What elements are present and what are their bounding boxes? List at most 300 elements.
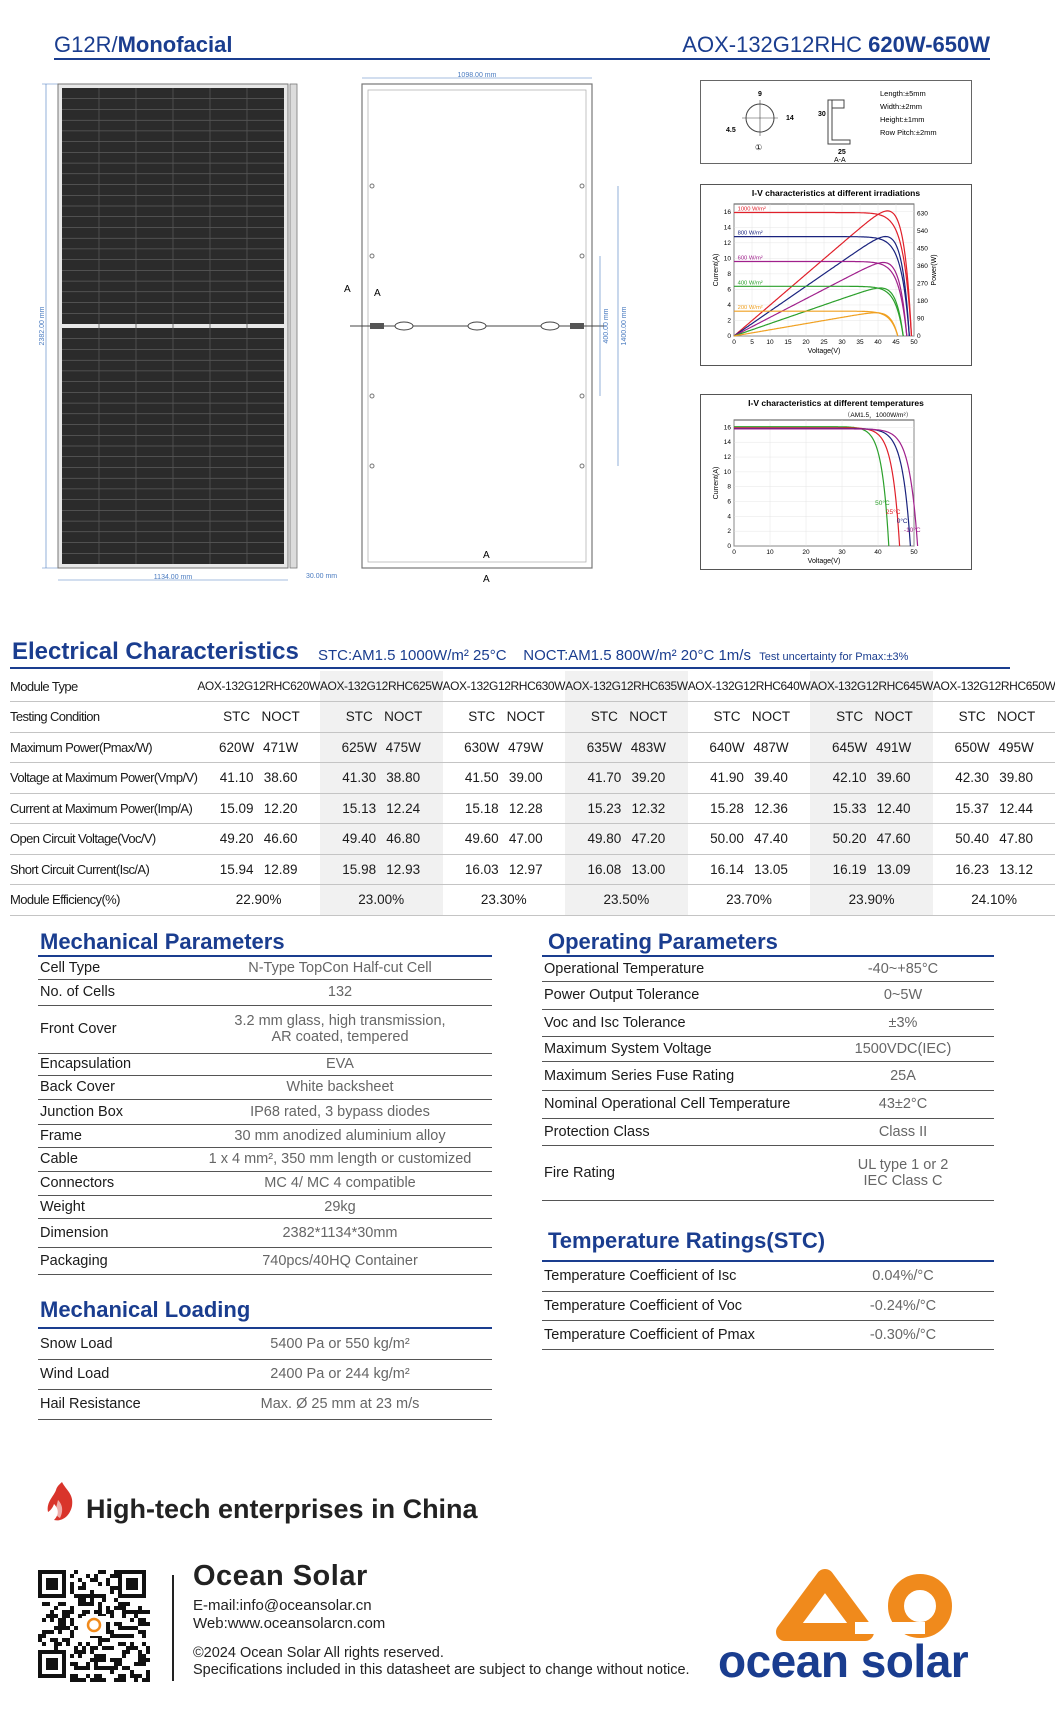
param-row bbox=[38, 957, 492, 979]
frame-detail-drawing bbox=[700, 80, 972, 164]
stc-value: 15.09 bbox=[219, 800, 254, 816]
row-label: Short Circuit Current(Isc/A) bbox=[10, 854, 197, 885]
value-cell bbox=[810, 763, 933, 794]
svg-text:30: 30 bbox=[818, 111, 826, 118]
param-value: UL type 1 or 2 IEC Class C bbox=[812, 1145, 994, 1200]
x-tick-label: 10 bbox=[766, 549, 774, 556]
efficiency-cell: 23.00% bbox=[320, 885, 443, 916]
iv-irradiance-chart-svg bbox=[700, 184, 972, 366]
param-row bbox=[542, 1320, 994, 1349]
param-row bbox=[542, 1118, 994, 1145]
value-cell bbox=[933, 793, 1055, 824]
stc-value: 630W bbox=[464, 739, 500, 755]
series-label: 600 W/m² bbox=[737, 255, 763, 262]
noct-value: 13.05 bbox=[754, 861, 788, 877]
x-tick-label: 25 bbox=[820, 339, 828, 346]
mounting-1400-dimension: 1400.00 mm bbox=[621, 306, 628, 346]
param-row bbox=[542, 1036, 994, 1061]
value-cell bbox=[565, 854, 688, 885]
y-axis-label: Current(A) bbox=[713, 466, 720, 500]
x-tick-label: 20 bbox=[802, 339, 810, 346]
noct-value: 39.60 bbox=[876, 770, 911, 786]
noct-value: 479W bbox=[508, 739, 544, 755]
param-row bbox=[38, 1147, 492, 1171]
value-cell bbox=[810, 732, 933, 763]
section-mark-left: A bbox=[344, 284, 351, 295]
electrical-table bbox=[10, 671, 1055, 916]
param-row bbox=[38, 1075, 492, 1099]
param-value: 3.2 mm glass, high transmission, AR coated, tempered bbox=[188, 1005, 492, 1053]
param-row bbox=[38, 1124, 492, 1147]
param-row bbox=[542, 1009, 994, 1036]
stc-value: 15.18 bbox=[464, 800, 499, 816]
noct-value: 39.80 bbox=[999, 770, 1034, 786]
front-view-drawing bbox=[38, 80, 298, 590]
stc-value: 15.94 bbox=[219, 861, 254, 877]
stc-value: 41.90 bbox=[710, 770, 744, 786]
y-tick-label: 12 bbox=[723, 239, 731, 247]
efficiency-cell: 23.90% bbox=[810, 885, 933, 916]
param-key: Nominal Operational Cell Temperature bbox=[542, 1090, 812, 1118]
svg-text:①: ① bbox=[755, 143, 763, 152]
stc-value: 15.13 bbox=[342, 800, 377, 816]
row-label: Maximum Power(Pmax/W) bbox=[10, 732, 197, 763]
stc-value: 16.14 bbox=[710, 861, 744, 877]
noct-value: 39.00 bbox=[508, 770, 543, 786]
param-key: Front Cover bbox=[38, 1005, 188, 1053]
x-tick-label: 30 bbox=[838, 339, 846, 346]
series-label: -10°C bbox=[903, 526, 921, 534]
stc-value: 16.08 bbox=[587, 861, 622, 877]
stc-value: 41.70 bbox=[587, 770, 622, 786]
x-tick-label: 0 bbox=[732, 339, 736, 346]
noct-value: 13.12 bbox=[999, 861, 1034, 877]
condition-cell bbox=[565, 702, 688, 733]
param-value: 1500VDC(IEC) bbox=[812, 1036, 994, 1061]
y-tick-label: 12 bbox=[723, 454, 731, 462]
power-series-line bbox=[734, 313, 898, 336]
param-value: 1 x 4 mm², 350 mm length or customized bbox=[188, 1147, 492, 1171]
param-value: 43±2°C bbox=[812, 1090, 994, 1118]
product-model: AOX-132G12RHC 620W-650W bbox=[682, 32, 990, 57]
value-cell bbox=[197, 732, 320, 763]
y-tick-label: 4 bbox=[727, 301, 731, 309]
param-key: No. of Cells bbox=[38, 979, 188, 1005]
stc-value: 49.80 bbox=[587, 831, 622, 847]
x-tick-label: 35 bbox=[856, 339, 864, 346]
iv-temperature-chart-svg bbox=[700, 394, 972, 570]
model-header: AOX-132G12RHC650W bbox=[933, 671, 1055, 702]
web-link[interactable]: Web:www.oceansolarcn.com bbox=[193, 1615, 386, 1632]
series-label: 25°C bbox=[885, 509, 901, 517]
condition-cell bbox=[810, 702, 933, 733]
row-label: Current at Maximum Power(Imp/A) bbox=[10, 793, 197, 824]
stc-value: 50.20 bbox=[832, 831, 867, 847]
chart-title: I-V characteristics at different irradiations bbox=[751, 188, 921, 198]
param-row bbox=[38, 1218, 492, 1247]
value-cell bbox=[320, 732, 443, 763]
param-value: -0.24%/°C bbox=[812, 1291, 994, 1320]
operating-table bbox=[542, 957, 994, 1201]
param-key: Protection Class bbox=[542, 1118, 812, 1145]
noct-value: 47.20 bbox=[631, 831, 666, 847]
mounting-400-dimension: 400.00 mm bbox=[603, 308, 610, 344]
section-mark-bottom: A bbox=[483, 550, 490, 561]
noct-label: NOCT bbox=[384, 709, 423, 725]
y2-tick-label: 450 bbox=[917, 245, 928, 253]
param-row bbox=[542, 981, 994, 1009]
noct-value: 495W bbox=[998, 739, 1034, 755]
y2-axis-label: Power(W) bbox=[931, 254, 938, 286]
flame-icon bbox=[44, 1480, 78, 1524]
stc-value: 41.50 bbox=[464, 770, 499, 786]
iv-series-line bbox=[734, 427, 889, 546]
svg-text:14: 14 bbox=[786, 115, 794, 122]
y-tick-label: 2 bbox=[727, 317, 731, 325]
noct-value: 12.24 bbox=[386, 800, 421, 816]
param-key: Power Output Tolerance bbox=[542, 981, 812, 1009]
stc-label: STC bbox=[590, 709, 618, 725]
value-cell bbox=[197, 824, 320, 855]
noct-value: 47.40 bbox=[754, 831, 788, 847]
copyright-block: ©2024 Ocean Solar All rights reserved. Specifications included in this datasheet are subject to change without notice. bbox=[193, 1645, 690, 1678]
param-value: ±3% bbox=[812, 1009, 994, 1036]
stc-value: 640W bbox=[709, 739, 745, 755]
stc-value: 16.19 bbox=[832, 861, 867, 877]
x-tick-label: 15 bbox=[784, 339, 792, 346]
efficiency-cell: 23.30% bbox=[443, 885, 566, 916]
noct-value: 487W bbox=[753, 739, 789, 755]
value-cell bbox=[197, 854, 320, 885]
param-key: Cell Type bbox=[38, 957, 188, 979]
test-conditions: STC:AM1.5 1000W/m² 25°C NOCT:AM1.5 800W/m² 20°C 1m/s Test uncertainty for Pmax:±3% bbox=[318, 647, 909, 664]
email-link[interactable]: E-mail:info@oceansolar.cn bbox=[193, 1597, 372, 1614]
noct-value: 47.60 bbox=[876, 831, 911, 847]
noct-value: 39.40 bbox=[754, 770, 788, 786]
noct-value: 12.20 bbox=[263, 800, 298, 816]
param-value: 0.04%/°C bbox=[812, 1262, 994, 1291]
x-tick-label: 40 bbox=[874, 549, 882, 556]
efficiency-cell: 23.70% bbox=[688, 885, 811, 916]
y2-tick-label: 540 bbox=[917, 228, 928, 236]
condition-cell bbox=[443, 702, 566, 733]
y-tick-label: 6 bbox=[727, 498, 731, 506]
noct-value: 38.80 bbox=[386, 770, 421, 786]
stc-label: STC bbox=[958, 709, 986, 725]
value-cell bbox=[197, 763, 320, 794]
y-tick-label: 16 bbox=[723, 208, 731, 216]
param-row bbox=[38, 979, 492, 1005]
stc-value: 49.20 bbox=[219, 831, 254, 847]
param-value: EVA bbox=[188, 1053, 492, 1075]
param-row bbox=[38, 1099, 492, 1124]
noct-label: NOCT bbox=[874, 709, 913, 725]
svg-text:9: 9 bbox=[758, 91, 762, 98]
stc-value: 625W bbox=[341, 739, 377, 755]
noct-value: 12.97 bbox=[508, 861, 543, 877]
param-key: Dimension bbox=[38, 1218, 188, 1247]
tolerance-item: Width:±2mm bbox=[880, 102, 923, 111]
param-key: Cable bbox=[38, 1147, 188, 1171]
noct-value: 471W bbox=[262, 739, 299, 755]
x-tick-label: 10 bbox=[766, 339, 774, 346]
stc-value: 41.30 bbox=[342, 770, 377, 786]
stc-value: 15.23 bbox=[587, 800, 622, 816]
stc-value: 650W bbox=[954, 739, 990, 755]
operating-title: Operating Parameters bbox=[548, 929, 778, 954]
noct-label: NOCT bbox=[629, 709, 668, 725]
model-header: AOX-132G12RHC630W bbox=[443, 671, 566, 702]
param-value: -0.30%/°C bbox=[812, 1320, 994, 1349]
y2-tick-label: 90 bbox=[917, 315, 925, 323]
model-header: AOX-132G12RHC645W bbox=[810, 671, 933, 702]
value-cell bbox=[933, 763, 1055, 794]
param-key: Connectors bbox=[38, 1171, 188, 1195]
x-tick-label: 50 bbox=[910, 549, 918, 556]
param-key: Fire Rating bbox=[542, 1145, 812, 1200]
x-tick-label: 0 bbox=[732, 549, 736, 556]
value-cell bbox=[810, 854, 933, 885]
y-axis-label: Current(A) bbox=[713, 253, 720, 287]
param-key: Frame bbox=[38, 1124, 188, 1147]
param-value: 5400 Pa or 550 kg/m² bbox=[188, 1329, 492, 1359]
iv-series-line bbox=[734, 262, 907, 337]
stc-value: 41.10 bbox=[219, 770, 254, 786]
value-cell bbox=[565, 763, 688, 794]
noct-value: 47.00 bbox=[508, 831, 543, 847]
iv-series-line bbox=[734, 429, 918, 546]
value-cell bbox=[688, 854, 811, 885]
value-cell bbox=[443, 732, 566, 763]
param-row bbox=[38, 1359, 492, 1389]
param-key: Temperature Coefficient of Isc bbox=[542, 1262, 812, 1291]
y-tick-label: 4 bbox=[727, 513, 731, 521]
temperature-title: Temperature Ratings(STC) bbox=[548, 1228, 826, 1253]
param-row bbox=[38, 1005, 492, 1053]
y-tick-label: 0 bbox=[727, 543, 731, 550]
series-label: 400 W/m² bbox=[737, 280, 763, 287]
y2-tick-label: 180 bbox=[917, 298, 928, 306]
param-value: 740pcs/40HQ Container bbox=[188, 1247, 492, 1274]
frame-side-view bbox=[290, 84, 297, 568]
series-label: 200 W/m² bbox=[737, 305, 763, 312]
param-row bbox=[38, 1195, 492, 1218]
param-key: Operational Temperature bbox=[542, 957, 812, 981]
value-cell bbox=[443, 793, 566, 824]
value-cell bbox=[565, 732, 688, 763]
model-header: AOX-132G12RHC640W bbox=[688, 671, 811, 702]
stc-value: 50.00 bbox=[710, 831, 744, 847]
x-tick-label: 5 bbox=[750, 339, 754, 346]
noct-value: 13.09 bbox=[876, 861, 911, 877]
y-tick-label: 8 bbox=[727, 270, 731, 278]
param-key: Weight bbox=[38, 1195, 188, 1218]
param-row bbox=[38, 1389, 492, 1419]
param-key: Snow Load bbox=[38, 1329, 188, 1359]
stc-value: 49.40 bbox=[342, 831, 377, 847]
param-row bbox=[542, 1262, 994, 1291]
param-value: 2400 Pa or 244 kg/m² bbox=[188, 1359, 492, 1389]
x-tick-label: 40 bbox=[874, 339, 882, 346]
back-view-drawing bbox=[340, 70, 630, 595]
stc-value: 635W bbox=[586, 739, 623, 755]
stc-value: 15.37 bbox=[955, 800, 990, 816]
tolerance-item: Row Pitch:±2mm bbox=[880, 128, 937, 137]
stc-value: 15.33 bbox=[832, 800, 867, 816]
qr-code[interactable] bbox=[38, 1570, 150, 1682]
value-cell bbox=[810, 824, 933, 855]
value-cell bbox=[688, 732, 811, 763]
stc-value: 620W bbox=[218, 739, 255, 755]
value-cell bbox=[443, 763, 566, 794]
series-label: 50°C bbox=[875, 500, 890, 508]
noct-value: 38.60 bbox=[263, 770, 298, 786]
x-tick-label: 30 bbox=[838, 549, 846, 556]
noct-value: 12.93 bbox=[386, 861, 421, 877]
temperature-table bbox=[542, 1262, 994, 1350]
back-width-dimension: 1098.00 mm bbox=[457, 72, 497, 79]
param-value: 0~5W bbox=[812, 981, 994, 1009]
y-tick-label: 8 bbox=[727, 483, 731, 491]
stc-label: STC bbox=[468, 709, 496, 725]
param-value: 25A bbox=[812, 1061, 994, 1090]
series-label: 1000 W/m² bbox=[737, 206, 766, 213]
chart-title: I-V characteristics at different temperatures bbox=[748, 398, 924, 408]
product-series: G12R/Monofacial bbox=[54, 32, 233, 57]
company-name: Ocean Solar bbox=[193, 1560, 368, 1592]
param-key: Voc and Isc Tolerance bbox=[542, 1009, 812, 1036]
y-tick-label: 14 bbox=[723, 439, 731, 447]
svg-text:4.5: 4.5 bbox=[726, 127, 736, 134]
svg-text:25: 25 bbox=[838, 149, 846, 156]
row-label: Open Circuit Voltage(Voc/V) bbox=[10, 824, 197, 855]
noct-label: NOCT bbox=[261, 709, 300, 725]
param-key: Back Cover bbox=[38, 1075, 188, 1099]
value-cell bbox=[197, 793, 320, 824]
value-cell bbox=[565, 824, 688, 855]
param-key: Temperature Coefficient of Pmax bbox=[542, 1320, 812, 1349]
value-cell bbox=[443, 854, 566, 885]
param-key: Encapsulation bbox=[38, 1053, 188, 1075]
condition-cell bbox=[197, 702, 320, 733]
x-tick-label: 50 bbox=[910, 339, 918, 346]
row-label: Voltage at Maximum Power(Vmp/V) bbox=[10, 763, 197, 794]
noct-value: 39.20 bbox=[631, 770, 666, 786]
y2-tick-label: 270 bbox=[917, 280, 928, 288]
noct-value: 491W bbox=[875, 739, 912, 755]
efficiency-cell: 23.50% bbox=[565, 885, 688, 916]
noct-value: 12.32 bbox=[631, 800, 666, 816]
param-key: Hail Resistance bbox=[38, 1389, 188, 1419]
stc-label: STC bbox=[223, 709, 251, 725]
value-cell bbox=[320, 793, 443, 824]
value-cell bbox=[320, 824, 443, 855]
param-value: IP68 rated, 3 bypass diodes bbox=[188, 1099, 492, 1124]
condition-cell bbox=[688, 702, 811, 733]
noct-label: NOCT bbox=[506, 709, 545, 725]
series-label: 800 W/m² bbox=[737, 230, 763, 237]
stc-label: STC bbox=[345, 709, 373, 725]
value-cell bbox=[933, 824, 1055, 855]
chart-subtitle: （AM1.5，1000W/m²） bbox=[843, 412, 913, 419]
y2-tick-label: 0 bbox=[917, 333, 921, 340]
noct-value: 483W bbox=[630, 739, 667, 755]
row-label: Module Efficiency(%) bbox=[10, 885, 197, 916]
stc-value: 50.40 bbox=[955, 831, 990, 847]
param-row bbox=[542, 1145, 994, 1200]
stc-value: 645W bbox=[831, 739, 868, 755]
noct-label: NOCT bbox=[997, 709, 1036, 725]
condition-cell bbox=[320, 702, 443, 733]
param-row bbox=[38, 1247, 492, 1274]
x-axis-label: Voltage(V) bbox=[807, 558, 841, 565]
stc-label: STC bbox=[713, 709, 741, 725]
param-key: Temperature Coefficient of Voc bbox=[542, 1291, 812, 1320]
y-tick-label: 14 bbox=[723, 224, 731, 232]
power-series-line bbox=[734, 263, 907, 337]
param-value: 29kg bbox=[188, 1195, 492, 1218]
section-mark-bottom-2: A bbox=[483, 574, 490, 585]
stc-value: 42.10 bbox=[832, 770, 867, 786]
param-value: -40~+85°C bbox=[812, 957, 994, 981]
x-tick-label: 45 bbox=[892, 339, 900, 346]
y-tick-label: 2 bbox=[727, 528, 731, 536]
noct-label: NOCT bbox=[751, 709, 791, 725]
slogan: High-tech enterprises in China bbox=[86, 1494, 478, 1524]
loading-table bbox=[38, 1329, 492, 1420]
param-key: Packaging bbox=[38, 1247, 188, 1274]
param-value: 132 bbox=[188, 979, 492, 1005]
stc-value: 42.30 bbox=[955, 770, 990, 786]
stc-value: 49.60 bbox=[464, 831, 499, 847]
efficiency-cell: 22.90% bbox=[197, 885, 320, 916]
mechanical-title: Mechanical Parameters bbox=[40, 929, 285, 954]
param-key: Wind Load bbox=[38, 1359, 188, 1389]
param-key: Junction Box bbox=[38, 1099, 188, 1124]
value-cell bbox=[933, 854, 1055, 885]
thickness-dimension: 30.00 mm bbox=[306, 573, 338, 580]
param-row bbox=[38, 1329, 492, 1359]
value-cell bbox=[443, 824, 566, 855]
section-mark-left-2: A bbox=[374, 288, 381, 299]
param-value: MC 4/ MC 4 compatible bbox=[188, 1171, 492, 1195]
param-row bbox=[38, 1171, 492, 1195]
footer-divider bbox=[172, 1575, 174, 1681]
contact-info bbox=[193, 1597, 385, 1633]
noct-value: 12.40 bbox=[876, 800, 911, 816]
stc-value: 16.03 bbox=[464, 861, 499, 877]
tolerance-item: Height:±1mm bbox=[880, 115, 925, 124]
tolerance-item: Length:±5mm bbox=[880, 89, 926, 98]
param-value: White backsheet bbox=[188, 1075, 492, 1099]
value-cell bbox=[810, 793, 933, 824]
noct-value: 12.36 bbox=[754, 800, 788, 816]
electrical-title: Electrical Characteristics bbox=[12, 638, 299, 665]
efficiency-cell: 24.10% bbox=[933, 885, 1055, 916]
param-row bbox=[542, 957, 994, 981]
noct-value: 47.80 bbox=[999, 831, 1034, 847]
param-value: Max. Ø 25 mm at 23 m/s bbox=[188, 1389, 492, 1419]
param-row bbox=[542, 1090, 994, 1118]
row-label: Module Type bbox=[10, 671, 197, 702]
height-dimension: 2382.00 mm bbox=[39, 306, 46, 346]
noct-value: 475W bbox=[385, 739, 421, 755]
value-cell bbox=[320, 854, 443, 885]
value-cell bbox=[688, 763, 811, 794]
row-label: Testing Condition bbox=[10, 702, 197, 733]
y2-tick-label: 630 bbox=[917, 210, 928, 218]
noct-value: 12.44 bbox=[999, 800, 1034, 816]
